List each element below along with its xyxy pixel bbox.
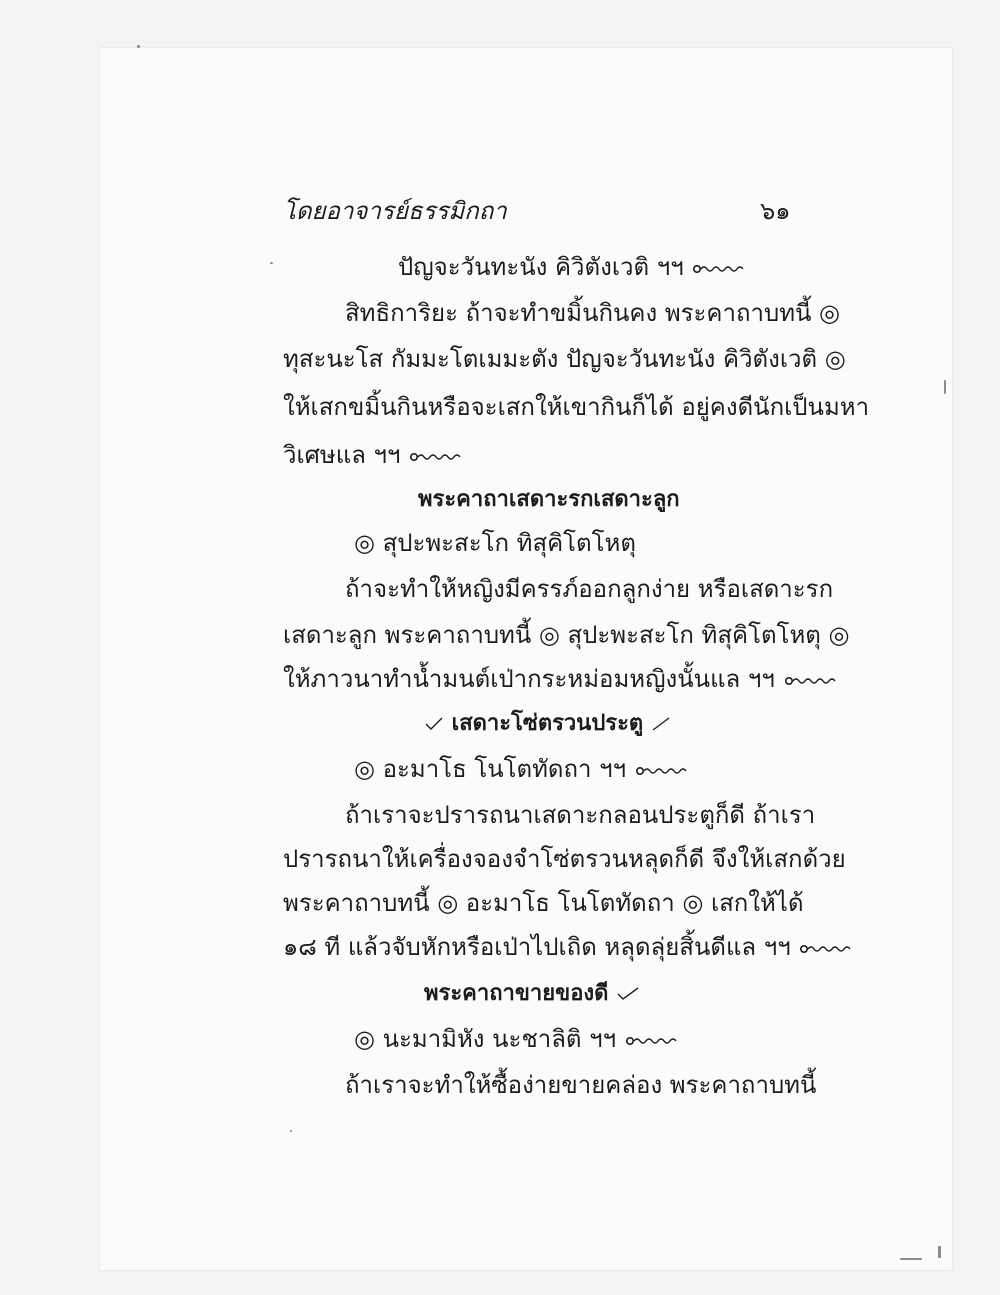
text-line-content: วิเศษแล ฯฯ	[283, 441, 401, 469]
squiggle-end-mark-icon	[408, 451, 466, 463]
text-line	[354, 754, 692, 784]
running-header-title: โดยอาจารย์ธรรมิกถา	[283, 197, 507, 225]
check-mark-icon	[424, 716, 444, 732]
scan-speck	[137, 45, 140, 48]
squiggle-end-mark-icon	[691, 263, 749, 275]
text-line	[354, 1024, 682, 1054]
scan-speck	[944, 380, 946, 394]
text-line	[283, 440, 466, 470]
text-line: ให้เสกขมิ้นกินหรือจะเสกให้เขากินก็ได้ อยู่คงดีนักเป็นมหา	[283, 393, 870, 421]
scan-speck	[900, 1258, 922, 1260]
text-line-content: ๑๘ ที แล้วจับหักหรือเป่าไปเถิด หลุดลุ่ยสิ้นดีแล ฯฯ	[283, 933, 791, 961]
text-line-content: ◎ นะมามิหัง นะชาลิติ ฯฯ	[354, 1025, 617, 1053]
text-line: เสดาะลูก พระคาถาบทนี้ ◎ สุปะพะสะโก ทิสุคิโตโหตุ ◎	[283, 621, 850, 649]
section-heading-text: เสดาะโซ่ตรวนประตู	[451, 710, 644, 736]
text-line: พระคาถาบทนี้ ◎ อะมาโธ โนโตทัดถา ◎ เสกให้ได้	[283, 889, 804, 917]
text-line: ถ้าเราจะทำให้ซื้อง่ายขายคล่อง พระคาถาบทนี้	[345, 1071, 817, 1099]
section-heading-text: พระคาถาขายของดี	[424, 980, 609, 1006]
section-heading: พระคาถาเสดาะรกเสดาะลูก	[418, 486, 680, 512]
section-heading	[424, 978, 642, 1008]
text-line	[283, 664, 841, 694]
check-mark-icon	[616, 986, 642, 1002]
scan-speck	[290, 1130, 292, 1132]
text-line: สิทธิการิยะ ถ้าจะทำขมิ้นกินคง พระคาถาบทนี้ ◎	[345, 299, 840, 327]
check-mark-icon	[651, 716, 671, 732]
scan-speck	[270, 262, 273, 264]
text-line-content: ◎ อะมาโธ โนโตทัดถา ฯฯ	[354, 755, 627, 783]
text-line	[283, 932, 856, 962]
scan-speck	[938, 1246, 941, 1258]
squiggle-end-mark-icon	[798, 943, 856, 955]
text-line-content: ให้ภาวนาทำน้ำมนต์เป่ากระหม่อมหญิงนั้นแล ฯฯ	[283, 665, 775, 693]
section-heading	[424, 708, 671, 738]
text-line: ถ้าจะทำให้หญิงมีครรภ์ออกลูกง่าย หรือเสดาะรก	[345, 575, 834, 603]
squiggle-end-mark-icon	[634, 765, 692, 777]
page-number: ๖๑	[760, 197, 791, 225]
squiggle-end-mark-icon	[783, 675, 841, 687]
text-line	[398, 252, 749, 282]
text-line: ถ้าเราจะปรารถนาเสดาะกลอนประตูก็ดี ถ้าเรา	[345, 801, 816, 829]
squiggle-end-mark-icon	[624, 1035, 682, 1047]
text-line: ทุสะนะโส กัมมะโตเมมะตัง ปัญจะวันทะนัง คิวิตังเวติ ◎	[283, 345, 846, 373]
text-line: ◎ สุปะพะสะโก ทิสุคิโตโหตุ	[354, 529, 636, 557]
text-line-content: ปัญจะวันทะนัง คิวิตังเวติ ฯฯ	[398, 253, 684, 281]
text-line: ปรารถนาให้เครื่องจองจำโซ่ตรวนหลุดก็ดี จึงให้เสกด้วย	[283, 845, 846, 873]
